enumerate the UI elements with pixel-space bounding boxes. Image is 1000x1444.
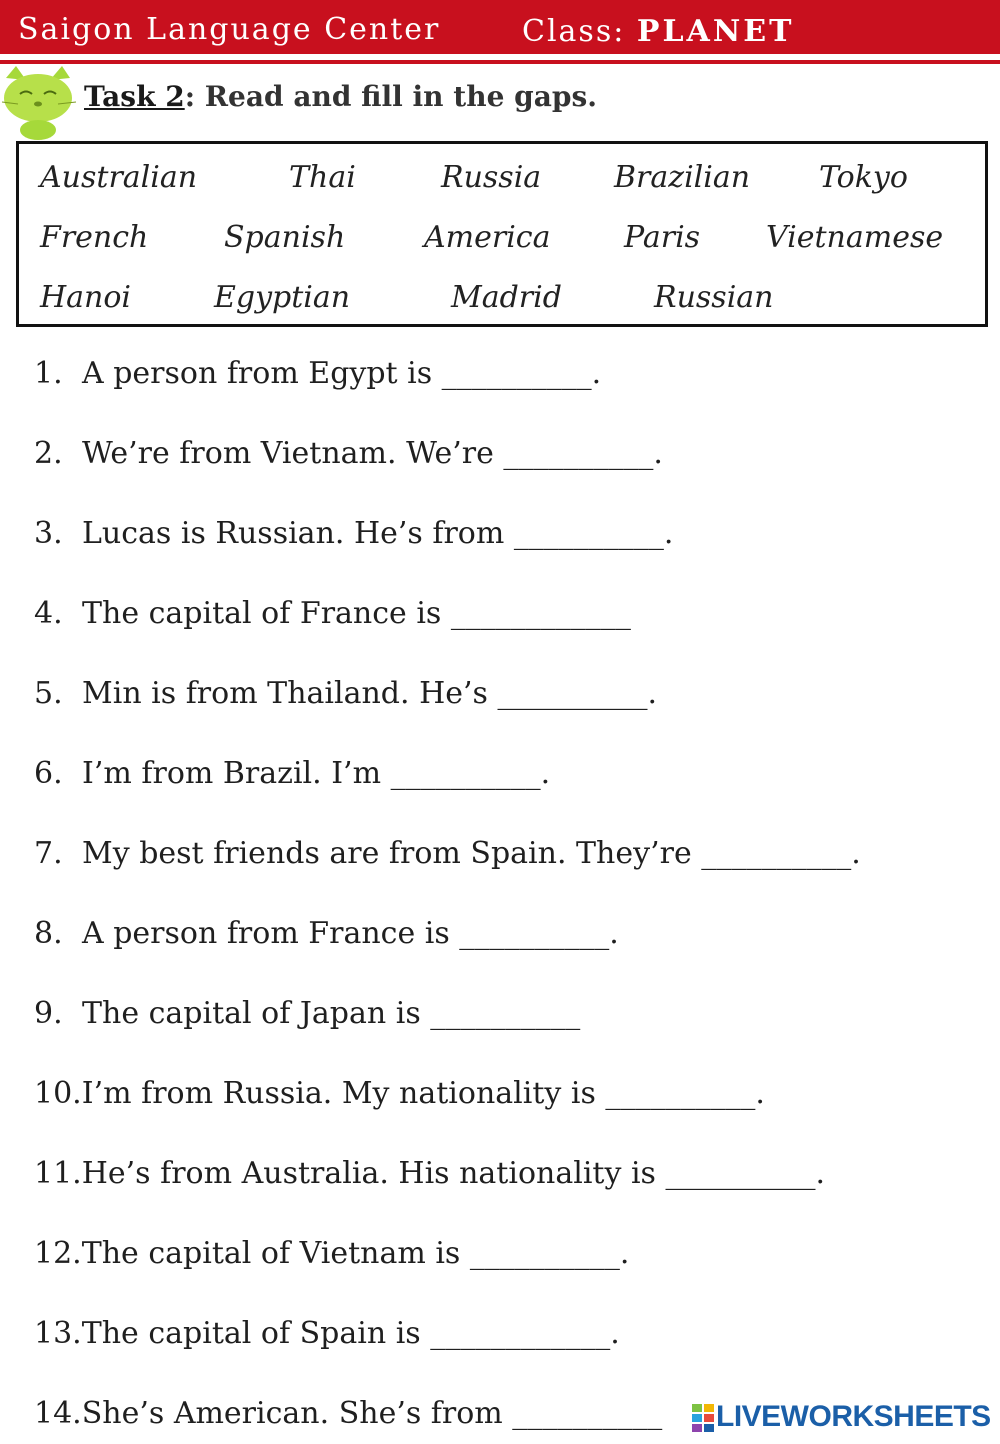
question-7[interactable]: 7. My best friends are from Spain. They’re __________. (34, 836, 861, 871)
word-bank-item: Russia (441, 160, 542, 195)
question-2[interactable]: 2. We’re from Vietnam. We’re __________. (34, 436, 663, 471)
liveworksheets-logo-icon (692, 1404, 714, 1432)
task-label: Task 2 (84, 80, 185, 113)
question-9[interactable]: 9. The capital of Japan is __________ (34, 996, 581, 1031)
word-bank-item: America (424, 220, 551, 255)
question-11[interactable]: 11.He’s from Australia. His nationality is __________. (34, 1156, 826, 1191)
green-cat-mascot-icon (0, 64, 82, 140)
question-4[interactable]: 4. The capital of France is ____________ (34, 596, 631, 631)
question-8[interactable]: 8. A person from France is __________. (34, 916, 619, 951)
header-divider (0, 60, 1000, 64)
task-heading (84, 80, 597, 113)
liveworksheets-watermark[interactable] (692, 1400, 991, 1440)
watermark-text: LIVEWORKSHEETS (716, 1400, 991, 1433)
word-bank-item: Hanoi (40, 280, 132, 315)
word-bank-item: Russian (654, 280, 774, 315)
class-name: PLANET (636, 14, 795, 49)
question-6[interactable]: 6. I’m from Brazil. I’m __________. (34, 756, 551, 791)
question-12[interactable]: 12.The capital of Vietnam is __________. (34, 1236, 630, 1271)
class-info (522, 14, 794, 49)
word-bank-item: Madrid (451, 280, 562, 315)
task-instruction: : Read and fill in the gaps. (184, 80, 597, 113)
word-bank-item: Egyptian (214, 280, 351, 315)
school-name: Saigon Language Center (18, 12, 441, 47)
word-bank-item: Thai (289, 160, 356, 195)
question-1[interactable]: 1. A person from Egypt is __________. (34, 356, 602, 391)
question-5[interactable]: 5. Min is from Thailand. He’s __________. (34, 676, 657, 711)
word-bank-item: Australian (40, 160, 198, 195)
word-bank-item: Paris (624, 220, 701, 255)
word-bank (16, 141, 988, 327)
word-bank-item: French (40, 220, 149, 255)
question-3[interactable]: 3. Lucas is Russian. He’s from __________. (34, 516, 674, 551)
class-label: Class: (522, 14, 626, 49)
question-13[interactable]: 13.The capital of Spain is ____________. (34, 1316, 620, 1351)
word-bank-item: Vietnamese (766, 220, 944, 255)
word-bank-item: Brazilian (614, 160, 751, 195)
question-10[interactable]: 10.I’m from Russia. My nationality is __________. (34, 1076, 765, 1111)
question-14[interactable]: 14.She’s American. She’s from __________ (34, 1396, 663, 1431)
header-bar (0, 0, 1000, 54)
word-bank-item: Spanish (224, 220, 346, 255)
word-bank-item: Tokyo (819, 160, 908, 195)
